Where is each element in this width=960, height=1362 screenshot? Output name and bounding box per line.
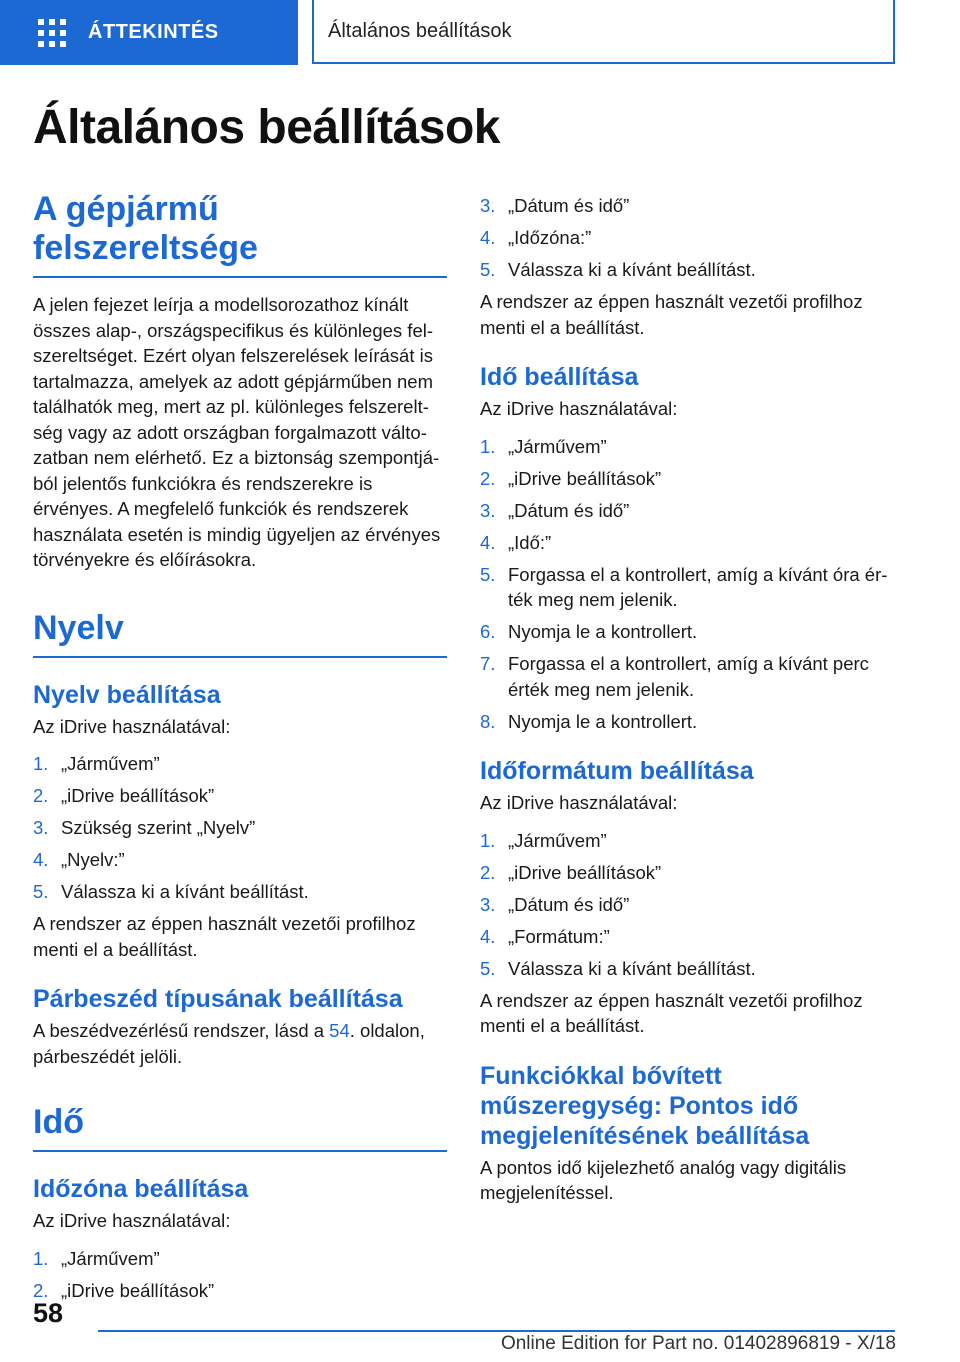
- step-number: 6.: [480, 621, 496, 642]
- step-number: 7.: [480, 653, 496, 674]
- list-item: [480, 498, 894, 524]
- list-item: [480, 466, 894, 492]
- timezone-steps: [33, 1246, 447, 1304]
- step-number: 4.: [33, 849, 49, 870]
- list-item: [480, 956, 894, 982]
- heading-cluster: Funkciókkal bővített műszeregység: Pontos idő megjelenítésének beállítása: [480, 1061, 810, 1150]
- step-number: 2.: [33, 785, 49, 806]
- grid-menu-icon: [38, 19, 66, 47]
- heading-timezone: Időzóna beállítása: [33, 1175, 249, 1203]
- step-text: Forgassa el a kontrollert, amíg a kívánt óra érték meg nem jelenik.: [508, 563, 888, 610]
- step-number: 4.: [480, 531, 496, 553]
- language-note: A rendszer az éppen használt vezetői profilhoz menti el a beállítást.: [33, 913, 416, 960]
- time-format-steps: [480, 828, 894, 982]
- step-number: 1.: [480, 829, 496, 851]
- step-text: Válassza ki a kívánt beállítást.: [508, 957, 756, 979]
- right-column: [480, 193, 894, 1206]
- list-item: [480, 860, 894, 886]
- time-set-steps: [480, 434, 894, 735]
- step-text: „Formátum:”: [508, 925, 610, 947]
- step-number: 3.: [480, 195, 496, 216]
- step-text: „Idő:”: [508, 531, 552, 553]
- step-text: Válassza ki a kívánt beállítást.: [508, 259, 756, 280]
- step-text: Szükség szerint „Nyelv”: [61, 817, 256, 838]
- overview-label: ÁTTEKINTÉS: [88, 21, 219, 43]
- heading-time-format: Időformátum beállítása: [480, 757, 754, 785]
- heading-time: Idő: [33, 1103, 447, 1152]
- step-number: 5.: [480, 957, 496, 979]
- step-number: 4.: [480, 925, 496, 947]
- list-item: [33, 815, 447, 841]
- step-text: „Időzóna:”: [508, 227, 592, 248]
- timezone-note: A rendszer az éppen használt vezetői profilhoz menti el a beállítást.: [480, 291, 863, 338]
- language-steps: [33, 751, 447, 905]
- section-label: Általános beállítások: [328, 19, 512, 42]
- footer-edition: Online Edition for Part no. 01402896819 - X/18: [500, 1333, 896, 1354]
- page-number: 58: [33, 1298, 64, 1328]
- step-number: 5.: [480, 563, 496, 585]
- dialog-paragraph: A beszédvezérlésű rendszer, lásd a 54. oldalon, párbeszédét jelöli.: [33, 1020, 425, 1067]
- step-text: „iDrive beállítások”: [508, 467, 662, 489]
- list-item: [480, 225, 894, 251]
- list-item: [480, 562, 894, 613]
- step-text: „Járművem”: [508, 829, 607, 851]
- step-number: 1.: [33, 753, 49, 774]
- step-number: 1.: [33, 1247, 49, 1269]
- list-item: [480, 892, 894, 918]
- step-text: „Dátum és idő”: [508, 195, 630, 216]
- equipment-paragraph: A jelen fejezet leírja a modellsorozathoz kínált összes alap-, országspecifikus és különleges felszereltséget. Ezért olyan felszerelések leírását is tartalmazza, amelyek az adott gépjárműben nem találhatók meg, mert az pl. különleges felszereltség vagy az adott országban forgalmazott változatban nem elérhető. Ez a biztonság szempontjából jelentős funkciókra és rendszerekre is érvényes. A megfelelő funkciók és rendszerek használata esetén is mindig ügyeljen az érvényes törvényekre és előírásokra.: [33, 294, 441, 570]
- step-number: 4.: [480, 227, 496, 248]
- timezone-intro: Az iDrive használatával:: [33, 1210, 231, 1231]
- page-title: Általános beállítások: [33, 101, 500, 154]
- list-item: [33, 1246, 447, 1272]
- heading-dialog: Párbeszéd típusának beállítása: [33, 985, 403, 1013]
- step-text: „Dátum és idő”: [508, 499, 630, 521]
- list-item: [480, 828, 894, 854]
- step-number: 2.: [480, 861, 496, 883]
- step-number: 8.: [480, 710, 496, 732]
- step-text: „Nyelv:”: [61, 849, 125, 870]
- list-item: [33, 847, 447, 873]
- page-link[interactable]: 54: [329, 1020, 350, 1041]
- step-number: 5.: [480, 259, 496, 280]
- step-number: 3.: [480, 893, 496, 915]
- step-number: 2.: [33, 1279, 49, 1301]
- cluster-paragraph: A pontos idő kijelezhető analóg vagy digitális megjelenítéssel.: [480, 1156, 847, 1203]
- list-item: [480, 530, 894, 556]
- step-text: „Járművem”: [61, 1247, 160, 1269]
- step-text: Válassza ki a kívánt beállítást.: [61, 881, 309, 902]
- list-item: [480, 709, 894, 735]
- time-set-intro: Az iDrive használatával:: [480, 398, 678, 419]
- step-number: 1.: [480, 435, 496, 457]
- step-text: „Járművem”: [61, 753, 160, 774]
- language-intro: Az iDrive használatával:: [33, 715, 231, 737]
- step-text: Nyomja le a kontrollert.: [508, 710, 698, 732]
- footer-divider: [98, 1330, 895, 1332]
- list-item: [33, 1278, 447, 1304]
- list-item: [480, 257, 894, 283]
- time-format-intro: Az iDrive használatával:: [480, 792, 678, 813]
- step-text: „Járművem”: [508, 435, 607, 457]
- section-tab[interactable]: [312, 0, 895, 64]
- step-number: 3.: [33, 817, 49, 838]
- step-text: „iDrive beállítások”: [61, 785, 215, 806]
- heading-time-set: Idő beállítása: [480, 363, 639, 391]
- step-text: Forgassa el a kontrollert, amíg a kívánt perc érték meg nem jelenik.: [508, 653, 869, 700]
- step-text: Nyomja le a kontrollert.: [508, 621, 698, 642]
- heading-equipment: A gépjármű felszereltsége: [33, 190, 447, 278]
- list-item: [480, 434, 894, 460]
- list-item: [33, 783, 447, 809]
- list-item: [480, 651, 894, 702]
- heading-language-set: Nyelv beállítása: [33, 680, 221, 709]
- step-text: „iDrive beállítások”: [508, 861, 662, 883]
- list-item: [33, 879, 447, 905]
- left-column: [33, 190, 447, 1310]
- list-item: [480, 924, 894, 950]
- step-number: 5.: [33, 881, 49, 902]
- timezone-steps-cont: [480, 193, 894, 283]
- step-text: „Dátum és idő”: [508, 893, 630, 915]
- step-number: 3.: [480, 499, 496, 521]
- list-item: [33, 751, 447, 777]
- heading-language: Nyelv: [33, 609, 447, 658]
- time-format-note: A rendszer az éppen használt vezetői profilhoz menti el a beállítást.: [480, 989, 863, 1036]
- step-number: 2.: [480, 467, 496, 489]
- step-text: „iDrive beállítások”: [61, 1279, 215, 1301]
- list-item: [480, 619, 894, 645]
- overview-tab[interactable]: [0, 0, 298, 65]
- list-item: [480, 193, 894, 219]
